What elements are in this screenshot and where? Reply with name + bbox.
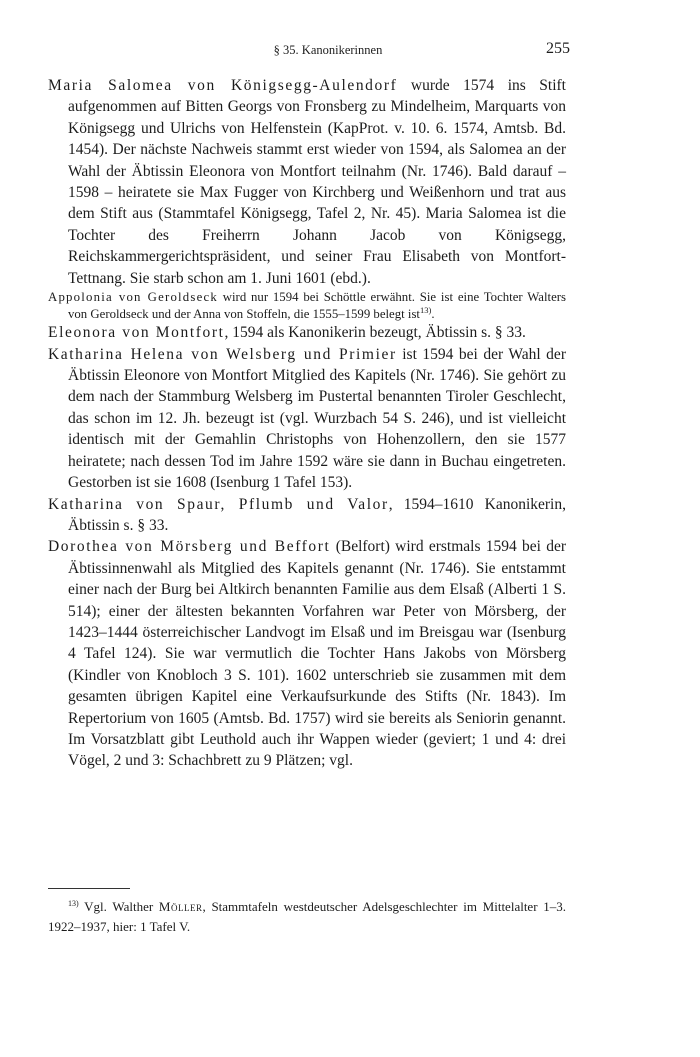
entry-name: Eleonora von Montfort xyxy=(48,324,225,342)
entry-eleonora xyxy=(48,322,566,343)
entry-name: Katharina Helena von Welsberg und Primier xyxy=(48,345,397,363)
entry-dorothea xyxy=(48,536,566,771)
entry-name: Katharina von Spaur, Pflumb und Valor xyxy=(48,495,389,513)
page-number: 255 xyxy=(546,40,570,57)
footnote-text-end: , Stammtafeln westdeutscher Adelsgeschlechter im Mittelalter 1–3. 1922–1937, hier: 1 Tafel V. xyxy=(48,899,566,934)
entry-text: ist 1594 bei der Wahl der Äbtissin Eleonore von Montfort Mitglied des Kapitels (Nr. 1746). Sie gehört zu dem nach der Stammburg Welsberg im Pustertal benannten Tiroler Geschlecht, das schon im 12. Jh. bezeugt ist (vgl. Wurzbach 54 S. 246), und ist vielleicht identisch mit der Gemahlin Christophs von Hohenzollern, den sie 1577 heiratete; nach dessen Tod im Jahre 1592 wäre sie dann in Buchau eingetreten. Gestorben ist sie 1608 (Isenburg 1 Tafel 153). xyxy=(68,345,566,492)
footnote xyxy=(48,897,566,937)
entry-text: , 1594–1610 Kanonikerin, Äbtissin s. § 33. xyxy=(68,495,566,534)
entry-text: wird nur 1594 bei Schöttle erwähnt. Sie ist eine Tochter Walters von Geroldseck und der Anna von Stoffeln, die 1555–1599 belegt ist xyxy=(68,290,566,321)
entry-name: Maria Salomea von Königsegg-Aulendorf xyxy=(48,77,398,94)
entry-name: Appolonia von Geroldseck xyxy=(48,290,218,305)
entry-appolonia xyxy=(48,289,566,322)
footnote-text: Vgl. Walther xyxy=(78,899,159,914)
entry-name: Dorothea von Mörsberg und Beffort xyxy=(48,538,331,556)
entry-text: wurde 1574 ins Stift aufgenommen auf Bitten Georgs von Fronsberg zu Mindelheim, Marquarts von Königsegg und Ulrichs von Helfenstein (KapProt. v. 10. 6. 1574, Amtsb. Bd. 1454). Der nächste Nachweis stammt erst wieder von 1594, als Salomea an der Wahl der Äbtissin Eleonora von Montfort teilnahm (Nr. 1746). Bald darauf – 1598 – heiratete sie Max Fugger von Kirchberg und Weißenhorn und trat aus dem Stift aus (Stammtafel Königsegg, Tafel 2, Nr. 45). Maria Salomea ist die Tochter des Freiherrn Johann Jacob von Königsegg, Reichskammergerichtspräsident, und seiner Frau Elisabeth von Montfort-Tettnang. Sie starb schon am 1. Juni 1601 (ebd.). xyxy=(68,77,566,287)
footnote-divider xyxy=(48,888,130,889)
footnote-marker: 13) xyxy=(68,899,79,908)
entry-text: (Belfort) wird erstmals 1594 bei der Äbtissinnenwahl als Mitglied des Kapitels genannt (Nr. 1746). Sie entstammt einer nach der Burg bei Altkirch benannten Familie aus dem Elsaß (Alberti 1 S. 514); einer der ältesten bekannten Vorfahren war Peter von Mörsberg, der 1423–1444 österreichischer Landvogt im Elsaß und im Breisgau war (Isenburg 4 Tafel 124). Sie war vermutlich die Tochter Hans Jakobs von Mörsberg (Kindler von Knobloch 3 S. 101). 1602 unterschrieb sie zusammen mit dem gesamten übrigen Kapitel eine Verkaufsurkunde des Stifts (Nr. 1843). Im Repertorium von 1605 (Amtsb. Bd. 1757) wird sie bereits als Seniorin genannt. Im Vorsatzblatt gibt Leuthold auch ihr Wappen wieder (geviert; 1 und 4: drei Vögel, 2 und 3: Schachbrett zu 9 Plätzen; vgl. xyxy=(68,538,566,770)
entry-text: , 1594 als Kanonikerin bezeugt, Äbtissin s. § 33. xyxy=(224,324,526,342)
running-head xyxy=(0,40,700,60)
footnote-reference[interactable]: 13) xyxy=(419,304,432,315)
entry-maria-salomea xyxy=(48,75,566,289)
running-title: § 35. Kanonikerinnen xyxy=(273,43,383,57)
entry-katharina-spaur xyxy=(48,494,566,537)
entry-list xyxy=(48,75,566,772)
entry-text-end: . xyxy=(431,306,435,321)
entry-katharina-helena xyxy=(48,344,566,494)
footnote-author: Möller xyxy=(158,899,203,914)
